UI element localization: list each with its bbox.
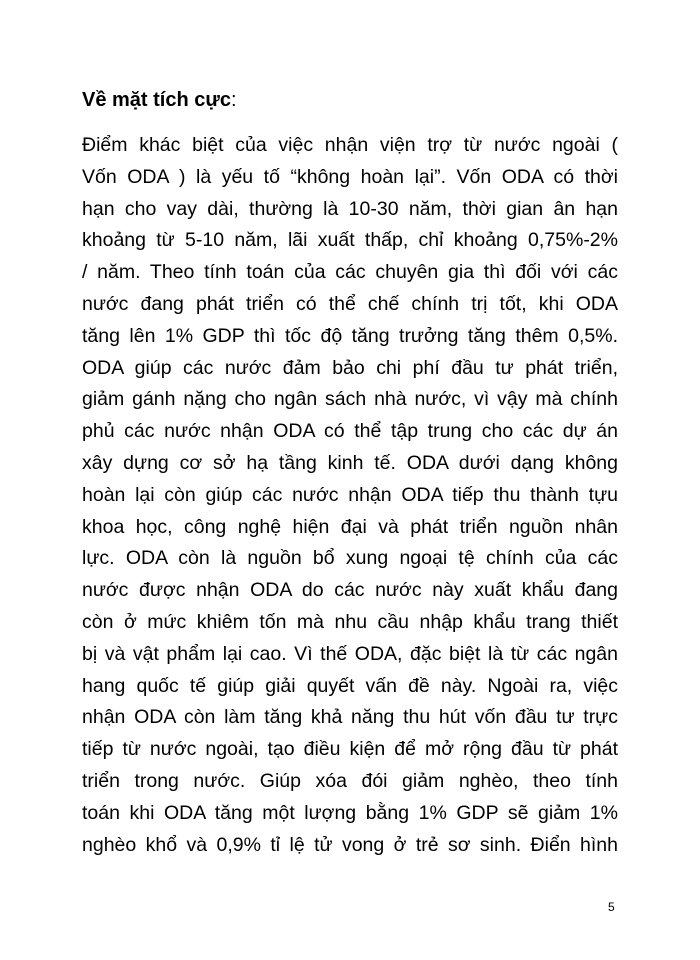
paragraph-line: nước đang phát triển có thể chế chính trị tốt, khi ODA [82, 292, 618, 315]
paragraph-line: Điểm khác biệt của việc nhận viện trợ từ nước ngoài ( [82, 134, 618, 156]
paragraph-line: giảm gánh nặng cho ngân sách nhà nước, vì vậy mà chính [82, 388, 618, 411]
paragraph-line: ODA giúp các nước đảm bảo chi phí đầu tư phát triển, [82, 356, 618, 379]
paragraph-line: xây dựng cơ sở hạ tầng kinh tế. ODA dưới dạng không [82, 451, 618, 474]
paragraph-line: toán khi ODA tăng một lượng bằng 1% GDP sẽ giảm 1% [82, 801, 618, 824]
paragraph [82, 130, 618, 861]
paragraph-line: nước được nhận ODA do các nước này xuất khẩu đang [82, 579, 618, 602]
page-number: 5 [608, 900, 615, 914]
paragraph-line: tiếp từ nước ngoài, tạo điều kiện để mở rộng đầu từ phát [82, 738, 618, 761]
paragraph-line: nhận ODA còn làm tăng khả năng thu hút vốn đầu tư trực [82, 706, 618, 729]
paragraph-line: bị và vật phẩm lại cao. Vì thế ODA, đặc biệt là từ các ngân [82, 642, 618, 665]
paragraph-line: hang quốc tế giúp giải quyết vấn đề này. Ngoài ra, việc [82, 674, 618, 697]
paragraph-line: phủ các nước nhận ODA có thể tập trung cho các dự án [82, 420, 618, 443]
paragraph-line: Vốn ODA ) là yếu tố “không hoàn lại”. Vốn ODA có thời [82, 165, 618, 188]
paragraph-line: triển trong nước. Giúp xóa đói giảm nghèo, theo tính [82, 769, 618, 792]
section-heading [82, 86, 237, 114]
paragraph-line: tăng lên 1% GDP thì tốc độ tăng trưởng tăng thêm 0,5%. [82, 324, 618, 347]
paragraph-line: khoảng từ 5-10 năm, lãi xuất thấp, chỉ khoảng 0,75%-2% [82, 229, 618, 252]
paragraph-line: nghèo khổ và 0,9% tỉ lệ tử vong ở trẻ sơ sinh. Điển hình [82, 833, 618, 856]
paragraph-line: khoa học, công nghệ hiện đại và phát triển nguồn nhân [82, 515, 618, 538]
paragraph-line: / năm. Theo tính toán của các chuyên gia thì đối với các [82, 261, 618, 284]
paragraph-line: hạn cho vay dài, thường là 10-30 năm, thời gian ân hạn [82, 197, 618, 220]
paragraph-line: hoàn lại còn giúp các nước nhận ODA tiếp thu thành tựu [82, 483, 618, 506]
section-heading-colon: : [230, 89, 237, 111]
paragraph-line: còn ở mức khiêm tốn mà nhu cầu nhập khẩu trang thiết [82, 610, 618, 633]
section-heading-text: Về mặt tích cực [82, 89, 231, 111]
paragraph-line: lực. ODA còn là nguồn bổ xung ngoại tệ chính của các [82, 547, 618, 570]
